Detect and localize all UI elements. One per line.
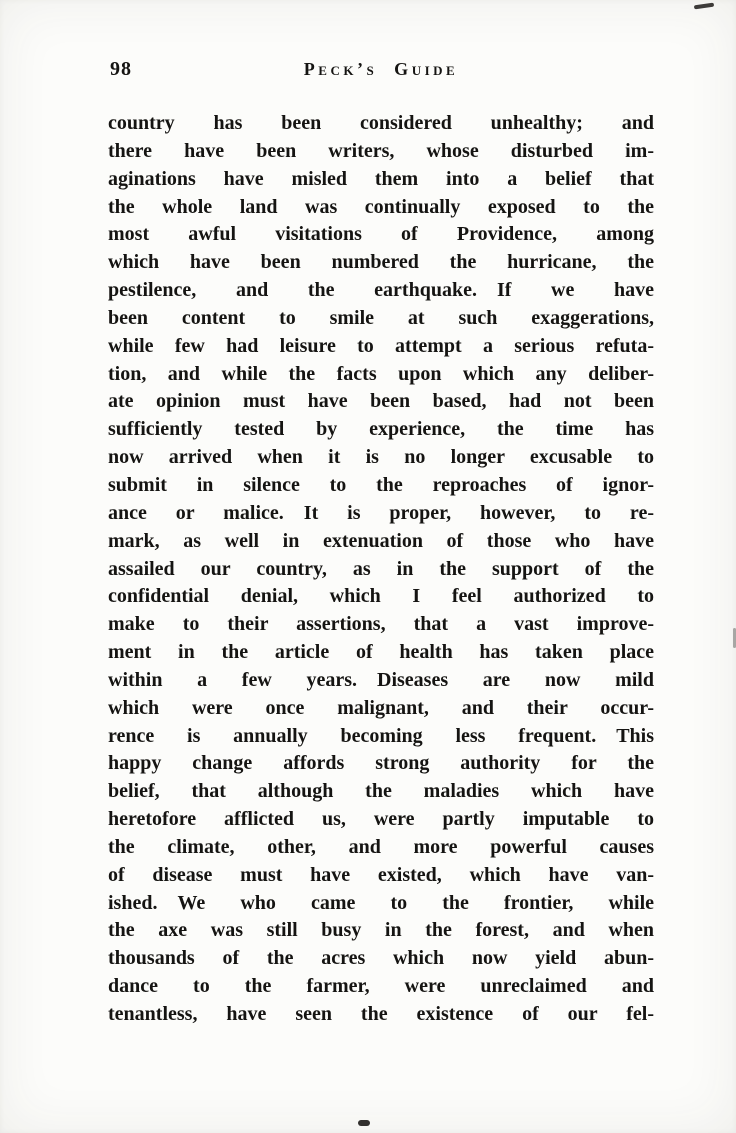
text-line: rence is annually becoming less frequent. This	[108, 724, 654, 747]
text-line: been content to smile at such exaggerations,	[108, 306, 654, 329]
text-line: heretofore afflicted us, were partly imputable to	[108, 808, 654, 831]
text-line: which were once malignant, and their occur-	[108, 696, 654, 719]
text-line: the climate, other, and more powerful causes	[108, 835, 654, 858]
text-line: of disease must have existed, which have van-	[108, 863, 654, 886]
page-header	[108, 57, 654, 83]
text-line: ance or malice. It is proper, however, to re-	[108, 501, 654, 524]
text-line: happy change affords strong authority for the	[108, 752, 654, 775]
text-line: belief, that although the maladies which have	[108, 780, 654, 803]
scan-artifact	[694, 3, 714, 10]
page-number: 98	[110, 58, 132, 80]
text-line: the whole land was continually exposed to the	[108, 195, 654, 218]
text-line: tion, and while the facts upon which any deliber-	[108, 362, 654, 385]
text-line: the axe was still busy in the forest, and when	[108, 919, 654, 942]
text-line: ished. We who came to the frontier, while	[108, 891, 654, 914]
body-text	[108, 110, 654, 1029]
text-line: tenantless, have seen the existence of our fel-	[108, 1003, 654, 1025]
text-line: country has been considered unhealthy; and	[108, 112, 654, 134]
text-line: within a few years. Diseases are now mild	[108, 668, 654, 691]
running-title: Peck’s Guide	[303, 59, 459, 79]
text-line: thousands of the acres which now yield abun-	[108, 947, 654, 970]
text-line: pestilence, and the earthquake. If we have	[108, 279, 654, 302]
text-line: there have been writers, whose disturbed im-	[108, 139, 654, 162]
text-line: which have been numbered the hurricane, the	[108, 251, 654, 274]
text-line: ate opinion must have been based, had not been	[108, 390, 654, 413]
text-line: make to their assertions, that a vast improve-	[108, 613, 654, 636]
text-line: submit in silence to the reproaches of ignor-	[108, 473, 654, 496]
text-line: most awful visitations of Providence, among	[108, 223, 654, 246]
text-line: aginations have misled them into a belief that	[108, 167, 654, 190]
text-line: while few had leisure to attempt a serious refuta-	[108, 334, 654, 357]
text-line: confidential denial, which I feel authorized to	[108, 585, 654, 608]
text-line: dance to the farmer, were unreclaimed and	[108, 975, 654, 998]
scan-artifact	[358, 1120, 370, 1126]
text-line: assailed our country, as in the support of the	[108, 557, 654, 580]
text-line: sufficiently tested by experience, the time has	[108, 418, 654, 441]
text-line: mark, as well in extenuation of those who have	[108, 529, 654, 552]
text-line: now arrived when it is no longer excusable to	[108, 446, 654, 469]
text-line: ment in the article of health has taken place	[108, 641, 654, 664]
